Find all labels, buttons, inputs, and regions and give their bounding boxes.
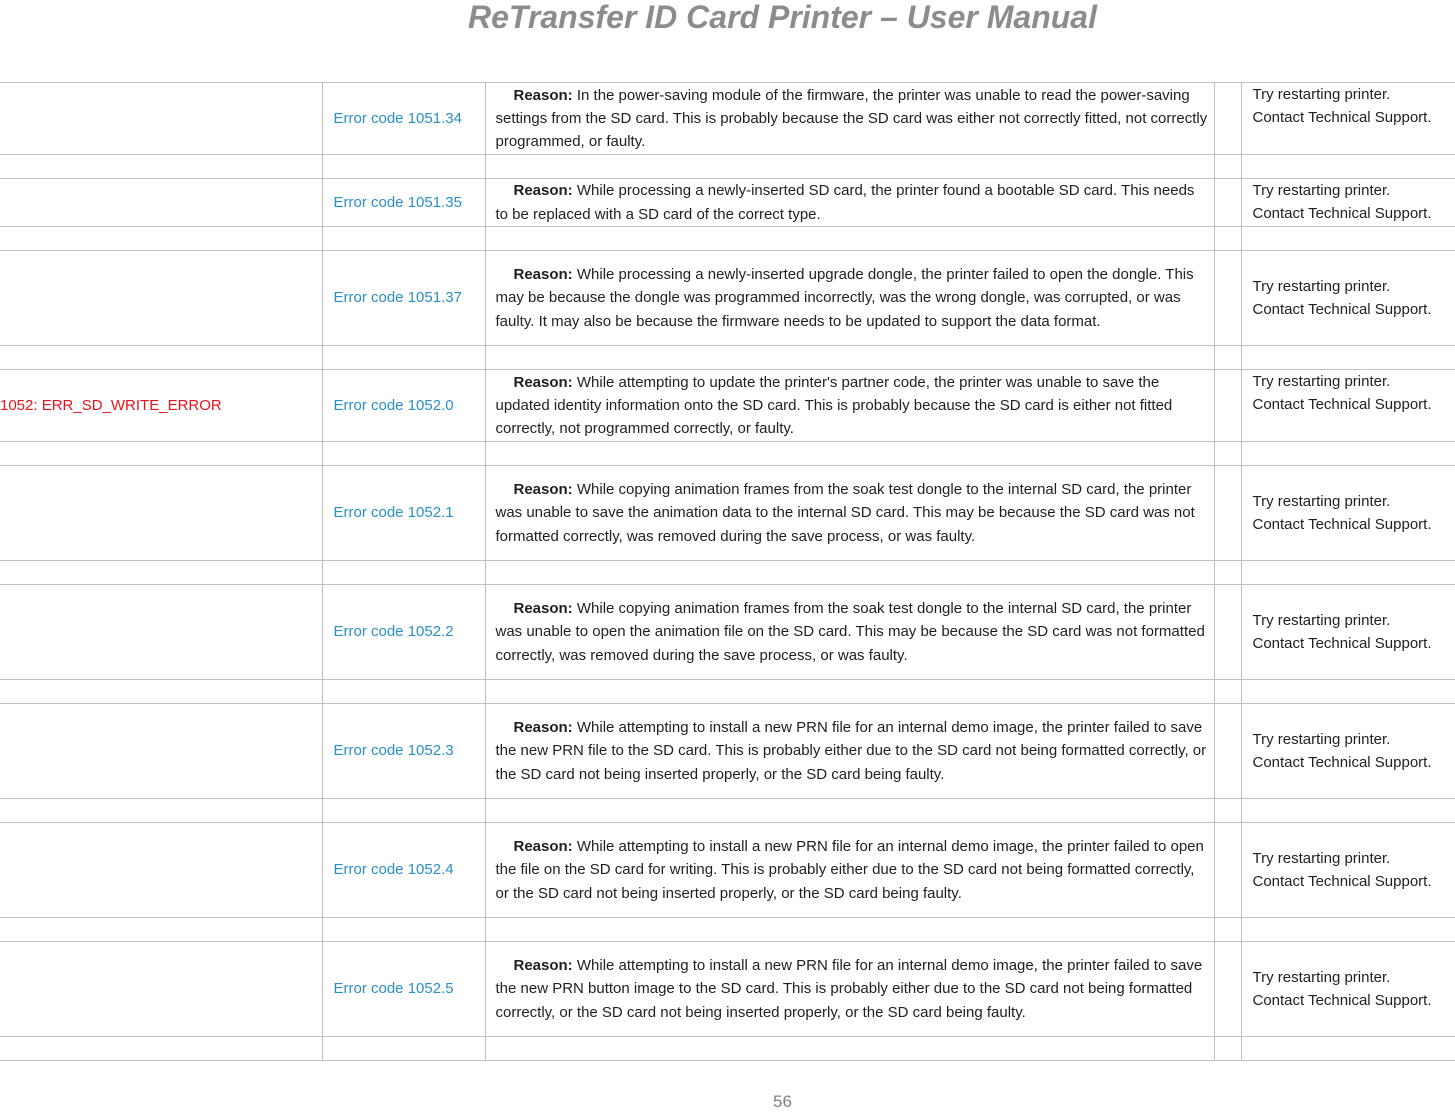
error-code: Error code 1052.0	[322, 370, 485, 442]
action-support: Contact Technical Support.	[1252, 396, 1432, 414]
error-code: Error code 1051.35	[322, 179, 485, 227]
error-name	[0, 585, 322, 680]
empty-cell	[1241, 442, 1455, 466]
empty-cell	[485, 346, 1214, 370]
table-row	[0, 251, 1455, 346]
page-number: 56	[773, 1092, 792, 1111]
error-reason	[485, 823, 1214, 918]
error-code: Error code 1052.1	[322, 466, 485, 561]
error-reason	[485, 585, 1214, 680]
reason-text: While attempting to install a new PRN file for an internal demo image, the printer failed to save the new PRN file to the SD card. This is probably either due to the SD card not being formatted correctly, or the SD card not being inserted properly, or the SD card being faulty.	[495, 719, 1207, 783]
error-action	[1241, 370, 1455, 442]
empty-cell	[1214, 823, 1241, 918]
action-restart: Try restarting printer.	[1252, 730, 1391, 748]
empty-cell	[1214, 585, 1241, 680]
error-name	[0, 251, 322, 346]
empty-cell	[1214, 83, 1241, 155]
table-row	[0, 585, 1455, 680]
action-support: Contact Technical Support.	[1252, 635, 1432, 652]
error-code: Error code 1051.34	[322, 83, 485, 155]
error-action	[1241, 704, 1455, 799]
empty-cell	[1214, 466, 1241, 561]
action-support: Contact Technical Support.	[1252, 754, 1432, 771]
empty-cell	[322, 1037, 485, 1061]
action-restart: Try restarting printer.	[1252, 492, 1391, 510]
action-support: Contact Technical Support.	[1252, 301, 1432, 318]
empty-cell	[0, 561, 322, 585]
error-code: Error code 1052.5	[322, 942, 485, 1037]
empty-cell	[485, 1037, 1214, 1061]
empty-cell	[1214, 680, 1241, 704]
empty-cell	[1214, 942, 1241, 1037]
empty-cell	[485, 227, 1214, 251]
error-code: Error code 1052.2	[322, 585, 485, 680]
action-restart: Try restarting printer.	[1252, 277, 1391, 295]
reason-label: Reason:	[513, 266, 573, 284]
empty-cell	[1241, 799, 1455, 823]
action-restart: Try restarting printer.	[1252, 849, 1391, 867]
reason-text: While attempting to update the printer's partner code, the printer was unable to save the updated identity information onto the SD card. This is probably because the SD card is either not fitted correctly, not programmed correctly, or faulty.	[495, 373, 1173, 438]
empty-cell	[485, 680, 1214, 704]
error-reason	[485, 466, 1214, 561]
empty-cell	[322, 799, 485, 823]
empty-cell	[322, 155, 485, 179]
empty-cell	[1241, 346, 1455, 370]
empty-cell	[1241, 1037, 1455, 1061]
empty-cell	[1241, 918, 1455, 942]
reason-text: While attempting to install a new PRN file for an internal demo image, the printer failed to open the file on the SD card for writing. This is probably either due to the SD card not being formatted correctly, or the SD card not being inserted properly, or the SD card being faulty.	[495, 838, 1204, 902]
empty-cell	[485, 442, 1214, 466]
spacer-row	[0, 346, 1455, 370]
error-code: Error code 1052.3	[322, 704, 485, 799]
error-name	[0, 942, 322, 1037]
empty-cell	[1214, 251, 1241, 346]
action-support: Contact Technical Support.	[1252, 205, 1432, 223]
empty-cell	[1214, 346, 1241, 370]
error-action	[1241, 823, 1455, 918]
error-name	[0, 179, 322, 227]
reason-label: Reason:	[513, 719, 573, 737]
error-reason	[485, 179, 1214, 227]
error-name: 1052: ERR_SD_WRITE_ERROR	[0, 370, 322, 442]
reason-label: Reason:	[513, 957, 573, 975]
empty-cell	[0, 346, 322, 370]
table-row	[0, 823, 1455, 918]
error-action	[1241, 251, 1455, 346]
empty-cell	[485, 918, 1214, 942]
table-row	[0, 83, 1455, 155]
spacer-row	[0, 1037, 1455, 1061]
action-support: Contact Technical Support.	[1252, 873, 1432, 890]
empty-cell	[0, 918, 322, 942]
empty-cell	[0, 799, 322, 823]
reason-text: While processing a newly-inserted SD card, the printer found a bootable SD card. This needs to be replaced with a SD card of the correct type.	[495, 182, 1195, 223]
error-name	[0, 704, 322, 799]
empty-cell	[1214, 918, 1241, 942]
table-row	[0, 370, 1455, 442]
reason-text: While copying animation frames from the soak test dongle to the internal SD card, the printer was unable to open the animation file on the SD card. This may be because the SD card was not formatted correctly, was removed during the save process, or was faulty.	[495, 600, 1205, 664]
reason-label: Reason:	[513, 182, 573, 200]
action-support: Contact Technical Support.	[1252, 516, 1432, 533]
error-name	[0, 466, 322, 561]
empty-cell	[1241, 227, 1455, 251]
empty-cell	[0, 155, 322, 179]
error-action	[1241, 179, 1455, 227]
empty-cell	[1214, 799, 1241, 823]
error-reason	[485, 942, 1214, 1037]
empty-cell	[1214, 1037, 1241, 1061]
reason-label: Reason:	[513, 838, 573, 856]
spacer-row	[0, 561, 1455, 585]
error-reason	[485, 370, 1214, 442]
reason-label: Reason:	[513, 481, 573, 499]
empty-cell	[0, 680, 322, 704]
spacer-row	[0, 918, 1455, 942]
empty-cell	[1214, 227, 1241, 251]
action-restart: Try restarting printer.	[1252, 968, 1391, 986]
empty-cell	[322, 442, 485, 466]
error-name	[0, 83, 322, 155]
empty-cell	[0, 442, 322, 466]
empty-cell	[1241, 561, 1455, 585]
empty-cell	[1214, 442, 1241, 466]
empty-cell	[485, 561, 1214, 585]
error-reason	[485, 704, 1214, 799]
action-restart: Try restarting printer.	[1252, 611, 1391, 629]
spacer-row	[0, 799, 1455, 823]
reason-text: While copying animation frames from the soak test dongle to the internal SD card, the printer was unable to save the animation data to the internal SD card. This may be because the SD card was not formatted correctly, was removed during the save process, or was faulty.	[495, 481, 1195, 545]
reason-label: Reason:	[513, 373, 573, 391]
action-support: Contact Technical Support.	[1252, 109, 1432, 127]
reason-label: Reason:	[513, 600, 573, 618]
empty-cell	[1241, 155, 1455, 179]
page-header-title: ReTransfer ID Card Printer – User Manual	[468, 0, 1097, 35]
error-action	[1241, 942, 1455, 1037]
reason-text: In the power-saving module of the firmware, the printer was unable to read the power-saving settings from the SD card. This is probably because the SD card was either not correctly fitted, not correctly programmed, or faulty.	[495, 86, 1208, 151]
empty-cell	[322, 561, 485, 585]
empty-cell	[485, 799, 1214, 823]
action-restart: Try restarting printer.	[1252, 182, 1391, 199]
empty-cell	[0, 227, 322, 251]
empty-cell	[1214, 179, 1241, 227]
empty-cell	[322, 680, 485, 704]
empty-cell	[1214, 704, 1241, 799]
reason-label: Reason:	[513, 86, 573, 104]
empty-cell	[322, 346, 485, 370]
error-action	[1241, 466, 1455, 561]
error-code-table	[0, 82, 1455, 1061]
empty-cell	[1214, 561, 1241, 585]
action-restart: Try restarting printer.	[1252, 86, 1391, 103]
spacer-row	[0, 155, 1455, 179]
empty-cell	[1214, 155, 1241, 179]
error-action	[1241, 83, 1455, 155]
empty-cell	[1214, 370, 1241, 442]
empty-cell	[485, 155, 1214, 179]
action-restart: Try restarting printer.	[1252, 373, 1391, 390]
error-reason	[485, 251, 1214, 346]
table-row	[0, 704, 1455, 799]
empty-cell	[322, 227, 485, 251]
error-code: Error code 1052.4	[322, 823, 485, 918]
error-code: Error code 1051.37	[322, 251, 485, 346]
error-action	[1241, 585, 1455, 680]
reason-text: While processing a newly-inserted upgrade dongle, the printer failed to open the dongle. This may be because the dongle was programmed incorrectly, was the wrong dongle, was corrupted, or was faulty. It may also be because the firmware needs to be updated to support the data format.	[495, 266, 1194, 330]
reason-text: While attempting to install a new PRN file for an internal demo image, the printer failed to save the new PRN button image to the SD card. This is probably either due to the SD card not being formatted correctly, or the SD card not being inserted properly, or the SD card being faulty.	[495, 957, 1203, 1021]
spacer-row	[0, 442, 1455, 466]
table-row	[0, 466, 1455, 561]
table-row	[0, 942, 1455, 1037]
empty-cell	[1241, 680, 1455, 704]
error-name	[0, 823, 322, 918]
empty-cell	[322, 918, 485, 942]
empty-cell	[0, 1037, 322, 1061]
error-reason	[485, 83, 1214, 155]
table-row	[0, 179, 1455, 227]
spacer-row	[0, 680, 1455, 704]
spacer-row	[0, 227, 1455, 251]
action-support: Contact Technical Support.	[1252, 992, 1432, 1009]
